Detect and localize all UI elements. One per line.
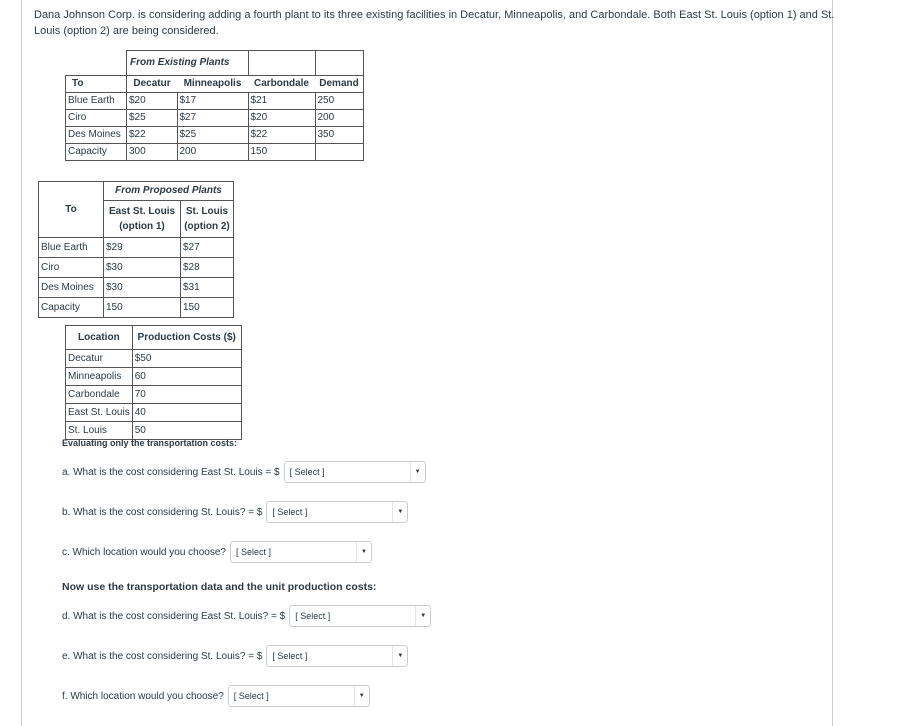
chevron-down-icon: ▼: [356, 542, 371, 562]
chevron-down-icon: ▼: [354, 686, 369, 706]
question-d-text: d. What is the cost considering East St. Louis? = $: [62, 610, 286, 622]
existing-header-decatur: Decatur: [127, 76, 178, 93]
answer-f-select-value: [ Select ]: [233, 691, 269, 701]
eval-heading: Evaluating only the transportation costs:: [62, 438, 238, 448]
table-row: Carbondale 70: [66, 386, 242, 404]
question-a-text: a. What is the cost considering East St. Louis = $: [62, 466, 280, 478]
question-f: [62, 685, 370, 707]
answer-f-select[interactable]: [228, 685, 370, 707]
answer-a-select-value: [ Select ]: [289, 467, 325, 477]
question-c: [62, 541, 372, 563]
proposed-plants-table: [38, 181, 234, 318]
question-e-text: e. What is the cost considering St. Louis? = $: [62, 650, 263, 662]
table-row: St. Louis 50: [66, 422, 242, 440]
table-row: Capacity 300 200 150: [66, 144, 364, 161]
existing-header-minneapolis: Minneapolis: [177, 76, 248, 93]
existing-header-demand: Demand: [315, 76, 364, 93]
question-e: [62, 645, 408, 667]
proposed-header-to: To: [39, 182, 104, 238]
existing-caption: From Existing Plants: [127, 51, 249, 76]
table-row: Minneapolis 60: [66, 368, 242, 386]
table-row: Blue Earth $29 $27: [39, 238, 234, 258]
answer-d-select-value: [ Select ]: [295, 611, 331, 621]
table-row: Ciro $25 $27 $20 200: [66, 110, 364, 127]
existing-plants-table: [65, 50, 364, 161]
production-header-costs: Production Costs ($): [132, 326, 241, 350]
table-row: Ciro $30 $28: [39, 258, 234, 278]
existing-header-carbondale: Carbondale: [248, 76, 315, 93]
question-b-text: b. What is the cost considering St. Louis? = $: [62, 506, 263, 518]
proposed-header-east-st-louis: East St. Louis (option 1): [104, 201, 181, 238]
question-b: [62, 501, 408, 523]
second-heading: Now use the transportation data and the unit production costs:: [62, 581, 377, 593]
question-f-text: f. Which location would you choose?: [62, 690, 224, 702]
answer-e-select-value: [ Select ]: [272, 651, 308, 661]
answer-b-select-value: [ Select ]: [272, 507, 308, 517]
answer-c-select[interactable]: [230, 541, 372, 563]
chevron-down-icon: ▼: [392, 646, 407, 666]
question-d: [62, 605, 431, 627]
chevron-down-icon: ▼: [392, 502, 407, 522]
answer-c-select-value: [ Select ]: [235, 547, 271, 557]
production-header-location: Location: [66, 326, 133, 350]
table-row: Des Moines $22 $25 $22 350: [66, 127, 364, 144]
proposed-header-st-louis: St. Louis (option 2): [181, 201, 234, 238]
existing-header-to: To: [66, 76, 127, 93]
question-a: [62, 461, 426, 483]
table-row: East St. Louis 40: [66, 404, 242, 422]
chevron-down-icon: ▼: [415, 606, 430, 626]
chevron-down-icon: ▼: [410, 462, 425, 482]
table-row: Des Moines $30 $31: [39, 278, 234, 298]
intro-paragraph: Dana Johnson Corp. is considering adding a fourth plant to its three existing facilities in Decatur, Minneapolis, and Carbondale. Both East St. Louis (option 1) and St. Louis (option 2) are being considered.: [34, 9, 835, 37]
answer-b-select[interactable]: [266, 501, 408, 523]
question-c-text: c. Which location would you choose?: [62, 546, 226, 558]
answer-a-select[interactable]: [284, 461, 426, 483]
answer-d-select[interactable]: [289, 605, 431, 627]
production-costs-table: [65, 325, 242, 440]
table-row: Blue Earth $20 $17 $21 250: [66, 93, 364, 110]
table-row: Capacity 150 150: [39, 298, 234, 318]
proposed-caption: From Proposed Plants: [104, 182, 234, 201]
table-row: Decatur $50: [66, 350, 242, 368]
answer-e-select[interactable]: [266, 645, 408, 667]
